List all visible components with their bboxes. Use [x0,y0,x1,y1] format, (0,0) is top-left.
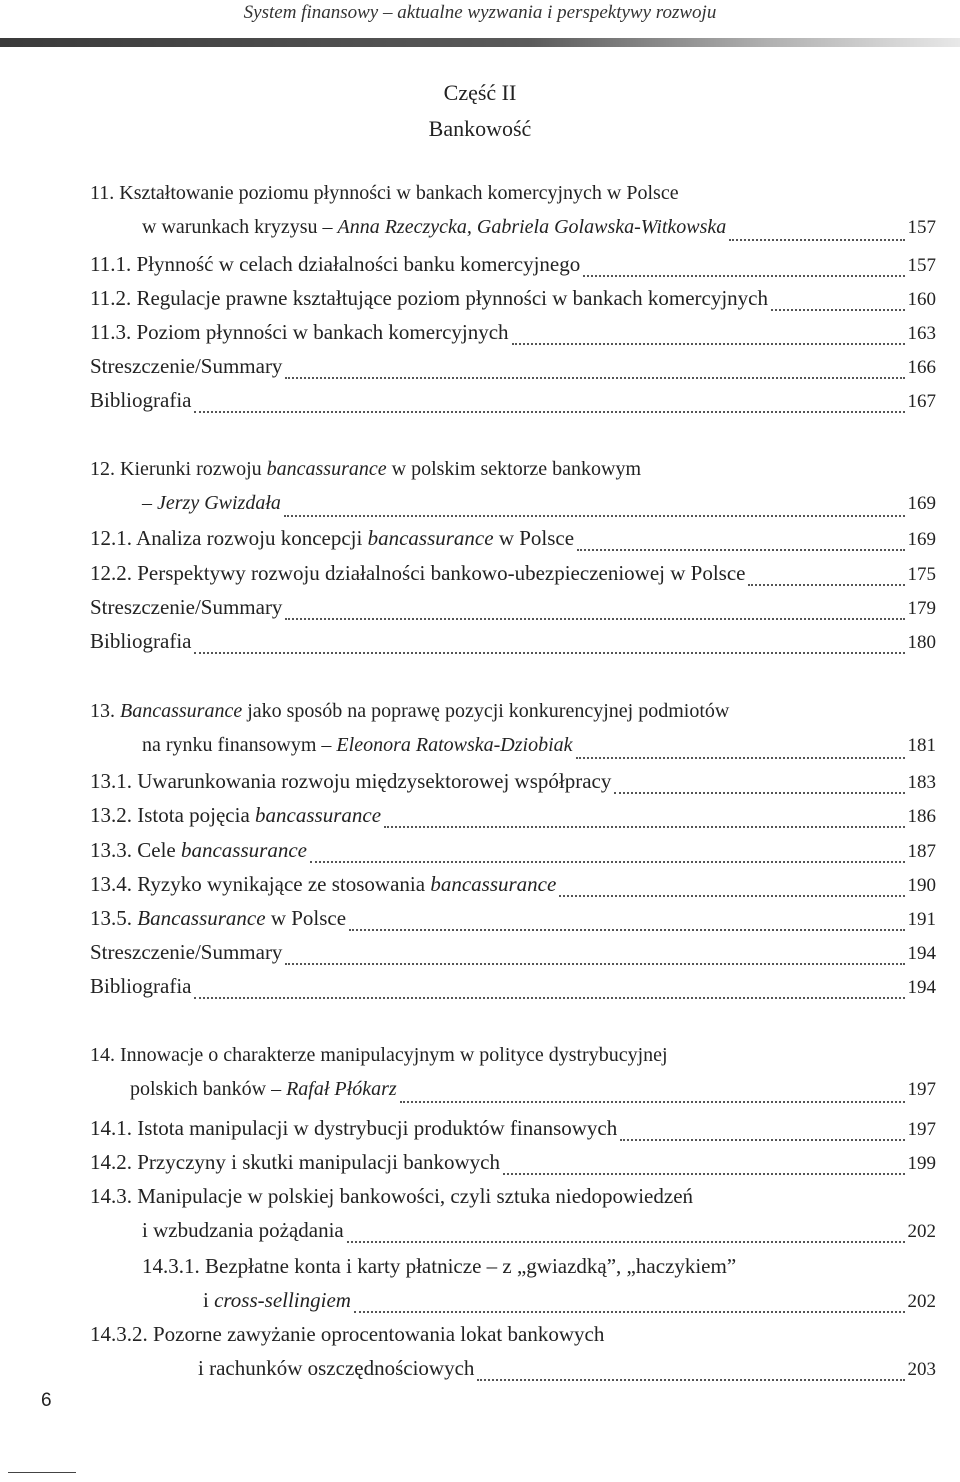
toc-entry-12-summary: Streszczenie/Summary 179 [90,595,936,619]
toc-entry-13-bibliography: Bibliografia 194 [90,974,936,998]
toc-entry-14-3-line2: i wzbudzania pożądania 202 [142,1218,936,1242]
toc-entry-13-3: 13.3. Cele bancassurance 187 [90,838,936,862]
chapter-14-authors-line: polskich banków – Rafał Płókarz 197 [0,1078,936,1110]
chapter-13-authors-line: na rynku finansowym – Eleonora Ratowska-Dziobiak 181 [0,734,936,766]
toc-entry-11-summary: Streszczenie/Summary 166 [90,354,936,378]
toc-entry-11-2: 11.2. Regulacje prawne kształtujące poziom płynności w bankach komercyjnych 160 [90,286,936,310]
running-header: System finansowy – aktualne wyzwania i perspektywy rozwoju [243,2,717,23]
footer-rule [8,1472,76,1473]
toc-entry-13-4: 13.4. Ryzyko wynikające ze stosowania bancassurance 190 [90,872,936,896]
toc-entry-13-1: 13.1. Uwarunkowania rozwoju międzysektorowej współpracy 183 [90,769,936,793]
chapter-14-title: 14. Innowacje o charakterze manipulacyjnym w polityce dystrybucyjnej [90,1044,668,1066]
toc-entry-12-bibliography: Bibliografia 180 [90,629,936,653]
toc-entry-11-1: 11.1. Płynność w celach działalności banku komercyjnego 157 [90,252,936,276]
toc-entry-13-summary: Streszczenie/Summary 194 [90,940,936,964]
chapter-11-authors-line: w warunkach kryzysu – Anna Rzeczycka, Gabriela Golawska-Witkowska 157 [0,216,936,248]
chapter-12-authors-line: – Jerzy Gwizdała 169 [0,492,936,524]
toc-entry-14-2: 14.2. Przyczyny i skutki manipulacji bankowych 199 [90,1150,936,1174]
toc-entry-14-3-2-line2: i rachunków oszczędnościowych 203 [198,1356,936,1380]
toc-entry-13-2: 13.2. Istota pojęcia bancassurance 186 [90,803,936,827]
toc-entry-11-bibliography: Bibliografia 167 [90,388,936,412]
header-rule [0,38,960,47]
toc-entry-14-3-line1: 14.3. Manipulacje w polskiej bankowości, czyli sztuka niedopowiedzeń [90,1184,694,1208]
part-title: Część II [443,80,517,105]
page-ref: 157 [907,217,936,238]
page-number: 6 [41,1390,52,1411]
toc-entry-14-3-2-line1: 14.3.2. Pozorne zawyżanie oprocentowania lokat bankowych [90,1322,605,1346]
chapter-13-title: 13. Bancassurance jako sposób na poprawę pozycji konkurencyjnej podmiotów [90,700,730,722]
toc-entry-11-3: 11.3. Poziom płynności w bankach komercyjnych 163 [90,320,936,344]
toc-entry-14-1: 14.1. Istota manipulacji w dystrybucji produktów finansowych 197 [90,1116,936,1140]
chapter-12-title: 12. Kierunki rozwoju bancassurance w polskim sektorze bankowym [90,458,642,480]
toc-entry-14-3-1-line2: i cross-sellingiem 202 [203,1288,936,1312]
toc-entry-14-3-1-line1: 14.3.1. Bezpłatne konta i karty płatnicze – z „gwiazdką”, „haczykiem” [142,1254,737,1278]
part-subtitle: Bankowość [428,116,532,141]
chapter-11-title: 11. Kształtowanie poziomu płynności w bankach komercyjnych w Polsce [90,182,679,204]
toc-entry-13-5: 13.5. Bancassurance w Polsce 191 [90,906,936,930]
toc-entry-12-2: 12.2. Perspektywy rozwoju działalności bankowo-ubezpieczeniowej w Polsce 175 [90,561,936,585]
toc-entry-12-1: 12.1. Analiza rozwoju koncepcji bancassurance w Polsce 169 [90,526,936,550]
